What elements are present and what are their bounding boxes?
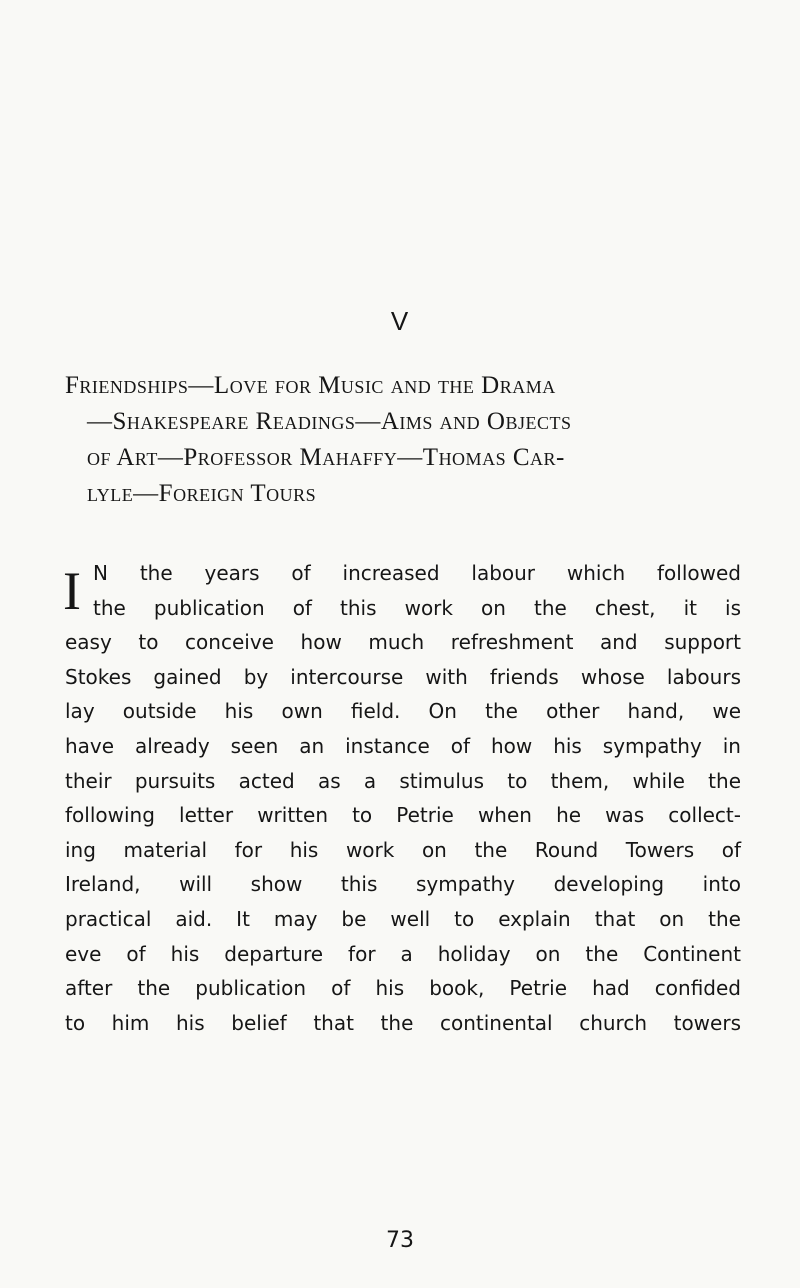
text-line: following letter written to Petrie when he was collect-: [65, 803, 741, 828]
text-line: Ireland, will show this sympathy developing into: [65, 872, 741, 897]
heading-line: of Art—Professor Mahaffy—Thomas Car-: [87, 444, 565, 471]
heading-line: lyle—Foreign Tours: [87, 480, 317, 507]
chapter-number: V: [390, 306, 410, 336]
text-line: lay outside his own field. On the other hand, we: [65, 699, 741, 724]
page-number: 73: [386, 1228, 414, 1253]
text-line: to him his belief that the continental church towers: [65, 1010, 741, 1035]
heading-line: Friendships—Love for Music and the Drama: [65, 372, 556, 399]
text-line: N the years of increased labour which followed: [93, 561, 741, 585]
drop-cap: I: [63, 561, 81, 621]
text-line: the publication of this work on the chest, it is: [93, 595, 741, 620]
text-line: ing material for his work on the Round Towers of: [65, 837, 741, 862]
text-line: eve of his departure for a holiday on the Continent: [65, 941, 741, 966]
text-line: Stokes gained by intercourse with friends whose labours: [65, 664, 741, 689]
text-line: after the publication of his book, Petrie had confided: [65, 976, 741, 1001]
text-line: practical aid. It may be well to explain that on the: [65, 906, 741, 931]
opening-paragraph: [65, 556, 741, 625]
text-line: have already seen an instance of how his sympathy in: [65, 733, 741, 758]
text-line: easy to conceive how much refreshment and support: [65, 630, 741, 655]
text-line: their pursuits acted as a stimulus to them, while the: [65, 768, 741, 793]
body-text: [65, 556, 741, 1040]
chapter-heading: [65, 368, 741, 512]
heading-line: —Shakespeare Readings—Aims and Objects: [87, 408, 572, 435]
